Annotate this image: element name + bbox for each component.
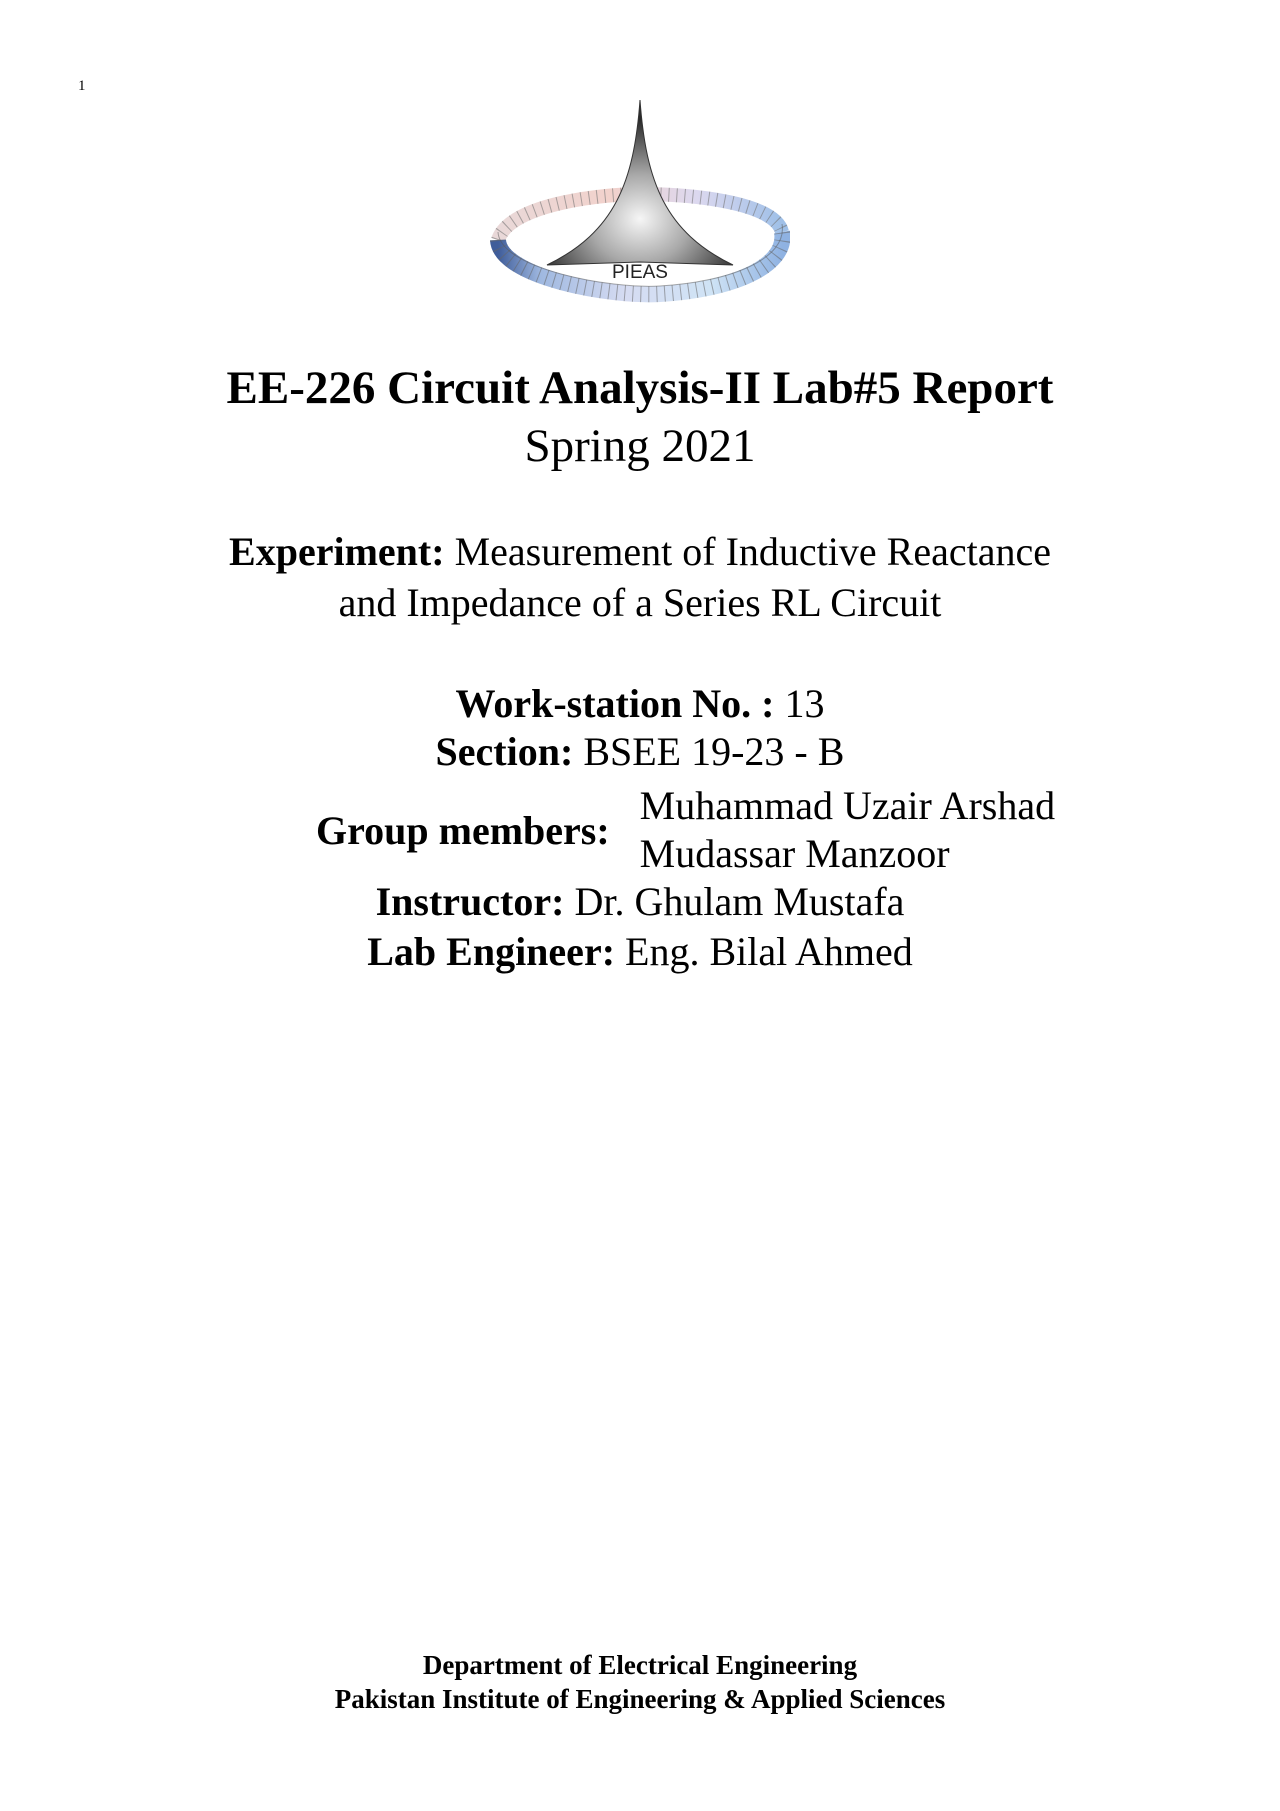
pieas-logo — [490, 92, 790, 312]
group-members-row — [316, 780, 1055, 880]
experiment-title-part1: Measurement of Inductive Reactance — [454, 529, 1051, 574]
workstation-label: Work-station No. : — [455, 681, 775, 726]
report-term: Spring 2021 — [524, 420, 756, 472]
experiment-line-1 — [0, 526, 1280, 577]
experiment-title-part2: and Impedance of a Series RL Circuit — [338, 580, 942, 625]
lab-engineer-label: Lab Engineer: — [367, 929, 616, 974]
instructor-row — [0, 878, 1280, 926]
experiment-label: Experiment: — [229, 529, 445, 574]
section-row — [0, 728, 1280, 776]
workstation-row — [0, 680, 1280, 728]
experiment-block — [0, 526, 1280, 628]
instructor-label: Instructor: — [375, 879, 565, 924]
svg-text:PIEAS: PIEAS — [612, 262, 668, 283]
footer-institute: Pakistan Institute of Engineering & Applied Sciences — [334, 1684, 946, 1714]
lab-engineer-value: Eng. Bilal Ahmed — [625, 929, 913, 974]
group-members-list — [640, 782, 1055, 878]
report-title: EE-226 Circuit Analysis-II Lab#5 Report — [226, 362, 1054, 414]
workstation-value: 13 — [784, 681, 825, 726]
lab-engineer-row — [0, 928, 1280, 976]
footer-department: Department of Electrical Engineering — [422, 1650, 858, 1680]
group-member: Mudassar Manzoor — [639, 831, 950, 876]
page-number: 1 — [78, 78, 86, 94]
group-members-label: Group members: — [316, 807, 610, 853]
group-member: Muhammad Uzair Arshad — [639, 783, 1056, 828]
section-label: Section: — [435, 729, 574, 774]
section-value: BSEE 19-23 - B — [583, 729, 845, 774]
instructor-value: Dr. Ghulam Mustafa — [574, 879, 905, 924]
pieas-logo-icon — [490, 92, 790, 312]
